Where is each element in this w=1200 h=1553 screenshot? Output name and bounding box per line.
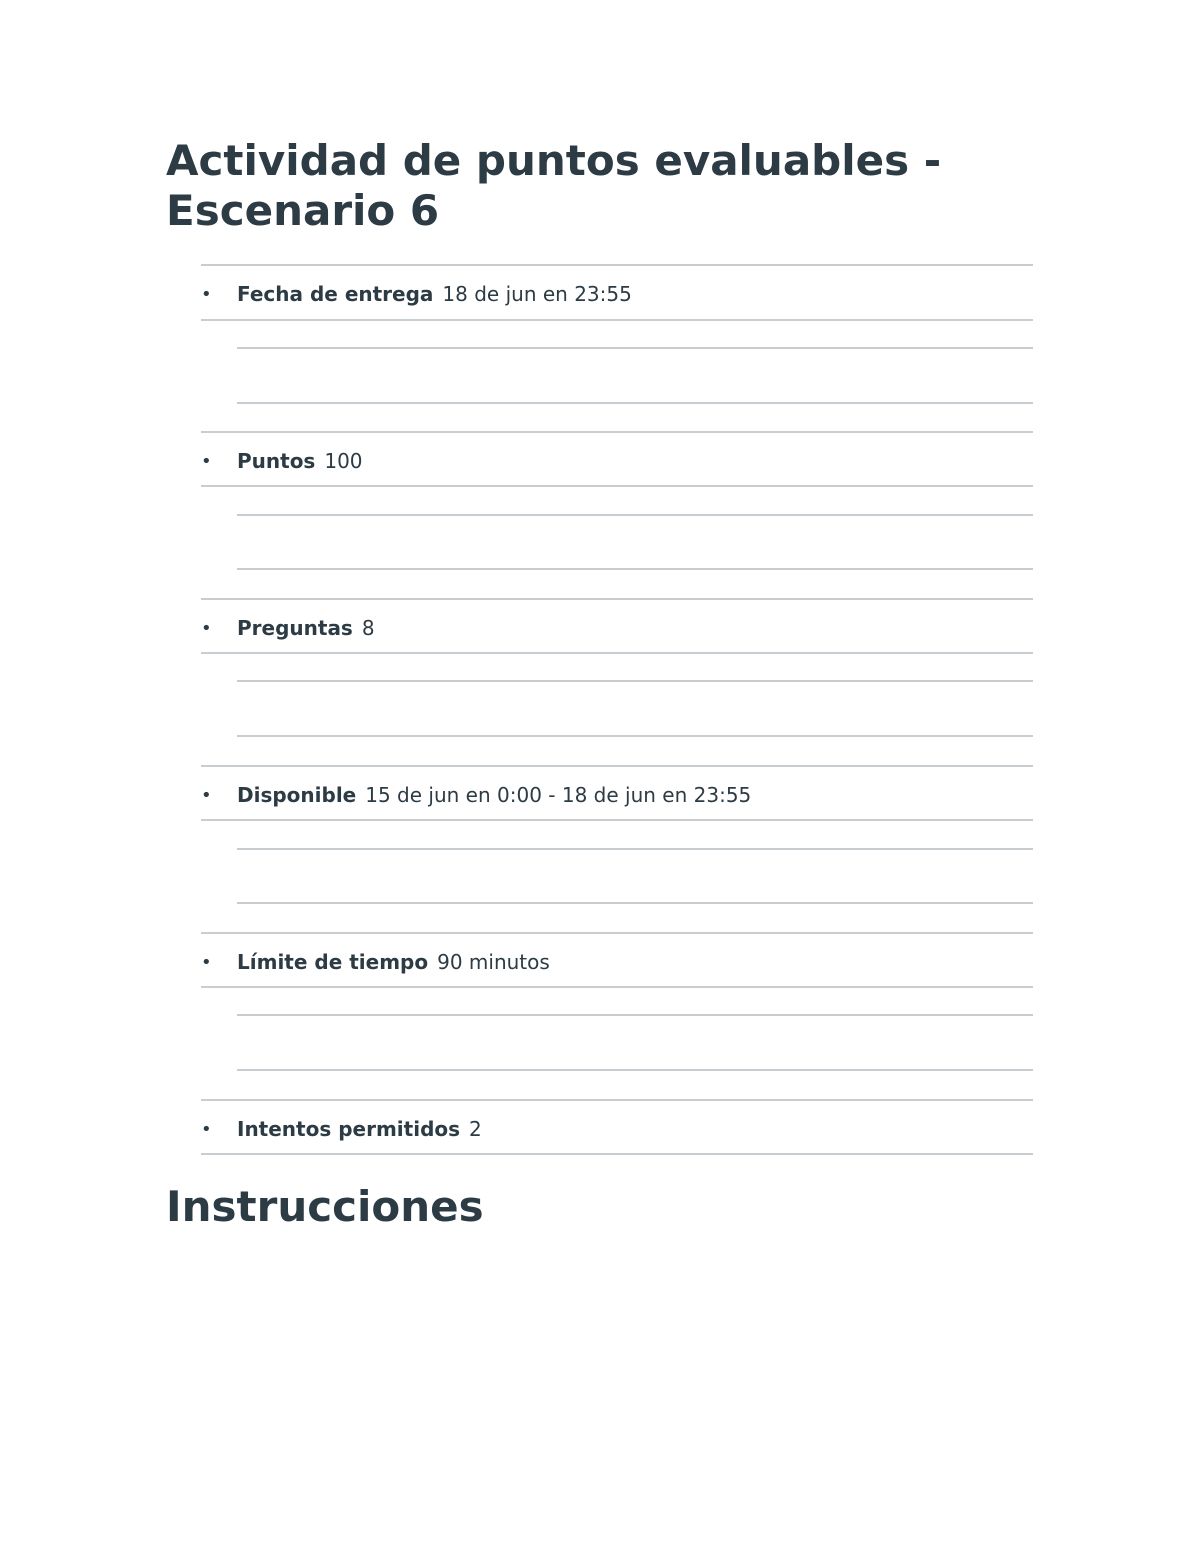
- detail-label: Disponible: [237, 783, 357, 807]
- detail-value: 2: [469, 1117, 482, 1141]
- detail-row: [201, 1115, 482, 1143]
- instructions-heading: Instrucciones: [166, 1182, 484, 1231]
- divider: [237, 347, 1033, 349]
- detail-row: [201, 280, 632, 308]
- detail-value: 18 de jun en 23:55: [442, 282, 632, 306]
- detail-row: [201, 948, 550, 976]
- divider: [237, 402, 1033, 404]
- detail-value: 100: [324, 449, 363, 473]
- divider: [201, 1099, 1033, 1101]
- divider: [201, 932, 1033, 934]
- detail-label: Fecha de entrega: [237, 282, 434, 306]
- bullet-icon: •: [201, 283, 212, 305]
- divider: [237, 902, 1033, 904]
- divider: [237, 735, 1033, 737]
- detail-value: 90 minutos: [437, 950, 550, 974]
- page-title: Actividad de puntos evaluables - Escenario 6: [166, 136, 942, 235]
- detail-time-limit: [201, 932, 1033, 1099]
- detail-label: Puntos: [237, 449, 316, 473]
- bullet-icon: •: [201, 450, 212, 472]
- detail-label: Límite de tiempo: [237, 950, 429, 974]
- detail-due-date: [201, 264, 1033, 431]
- divider: [201, 1153, 1033, 1155]
- divider: [201, 652, 1033, 654]
- divider: [201, 319, 1033, 321]
- detail-label: Preguntas: [237, 616, 353, 640]
- bullet-icon: •: [201, 1118, 212, 1140]
- divider: [201, 819, 1033, 821]
- divider: [237, 1014, 1033, 1016]
- detail-allowed-attempts: [201, 1099, 1033, 1191]
- detail-row: [201, 781, 751, 809]
- divider: [237, 680, 1033, 682]
- divider: [201, 431, 1033, 433]
- quiz-details-list: [201, 264, 1033, 1191]
- divider: [237, 514, 1033, 516]
- bullet-icon: •: [201, 784, 212, 806]
- detail-questions: [201, 598, 1033, 765]
- bullet-icon: •: [201, 951, 212, 973]
- detail-points: [201, 431, 1033, 598]
- bullet-icon: •: [201, 617, 212, 639]
- divider: [201, 264, 1033, 266]
- detail-value: 8: [361, 616, 375, 640]
- divider: [201, 986, 1033, 988]
- divider: [237, 1069, 1033, 1071]
- divider: [237, 848, 1033, 850]
- divider: [201, 765, 1033, 767]
- divider: [201, 485, 1033, 487]
- detail-label: Intentos permitidos: [237, 1117, 461, 1141]
- detail-value: 15 de jun en 0:00 - 18 de jun en 23:55: [365, 783, 752, 807]
- divider: [237, 568, 1033, 570]
- detail-row: [201, 447, 363, 475]
- detail-available: [201, 765, 1033, 932]
- divider: [201, 598, 1033, 600]
- detail-row: [201, 614, 375, 642]
